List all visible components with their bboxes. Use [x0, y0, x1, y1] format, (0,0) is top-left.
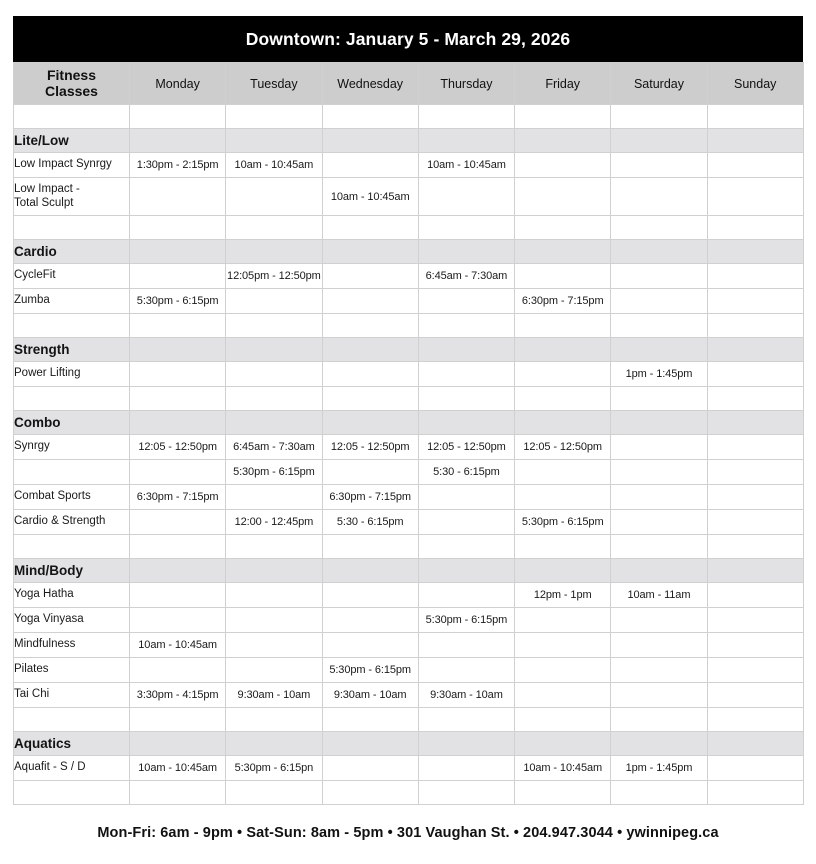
category-band-cell	[322, 129, 418, 153]
class-time-cell	[707, 153, 803, 178]
class-name-cell: Aquafit - S / D	[14, 756, 130, 781]
table-body	[14, 105, 804, 805]
spacer-cell	[611, 387, 707, 411]
class-time-cell	[611, 608, 707, 633]
category-band-cell	[322, 732, 418, 756]
spacer-cell	[130, 535, 226, 559]
spacer-cell	[707, 216, 803, 240]
class-time-cell: 10am - 10:45am	[515, 756, 611, 781]
spacer-cell	[611, 216, 707, 240]
class-row	[14, 633, 804, 658]
class-time-cell: 12:05 - 12:50pm	[515, 435, 611, 460]
spacer-cell	[226, 314, 322, 338]
class-time-cell	[226, 289, 322, 314]
class-time-cell	[707, 510, 803, 535]
spacer-cell	[226, 708, 322, 732]
spacer-cell	[418, 781, 514, 805]
class-time-cell	[515, 362, 611, 387]
spacer-cell	[130, 387, 226, 411]
category-band-cell	[418, 240, 514, 264]
class-time-cell	[515, 264, 611, 289]
class-time-cell	[322, 460, 418, 485]
class-time-cell: 5:30 - 6:15pm	[418, 460, 514, 485]
class-time-cell: 5:30pm - 6:15pm	[418, 608, 514, 633]
spacer-cell	[515, 314, 611, 338]
category-band-cell	[515, 240, 611, 264]
category-label: Combo	[14, 411, 130, 435]
category-band-cell	[226, 129, 322, 153]
class-row	[14, 583, 804, 608]
category-band-cell	[226, 559, 322, 583]
class-name-cell: Yoga Hatha	[14, 583, 130, 608]
class-row	[14, 485, 804, 510]
class-name-cell: Zumba	[14, 289, 130, 314]
column-header-tuesday: Tuesday	[226, 63, 322, 105]
class-time-cell	[418, 658, 514, 683]
category-band-cell	[515, 411, 611, 435]
category-band-cell	[611, 338, 707, 362]
class-row	[14, 683, 804, 708]
spacer-cell	[611, 105, 707, 129]
class-time-cell: 1:30pm - 2:15pm	[130, 153, 226, 178]
category-band-cell	[707, 732, 803, 756]
column-header-fitness-classes	[14, 63, 130, 105]
class-name-cell: Low Impact Synrgy	[14, 153, 130, 178]
class-time-cell: 5:30pm - 6:15pm	[130, 289, 226, 314]
category-band-cell	[707, 559, 803, 583]
column-header-fitness-classes-line1: Fitness	[46, 66, 96, 83]
class-time-cell	[226, 608, 322, 633]
footer-bar	[0, 824, 816, 842]
category-band-cell	[322, 559, 418, 583]
class-time-cell: 1pm - 1:45pm	[611, 756, 707, 781]
class-time-cell	[707, 485, 803, 510]
class-time-cell	[418, 510, 514, 535]
spacer-cell	[322, 314, 418, 338]
schedule-table	[13, 62, 804, 805]
class-time-cell: 12:05 - 12:50pm	[322, 435, 418, 460]
category-row	[14, 732, 804, 756]
category-band-cell	[515, 559, 611, 583]
spacer-cell	[611, 708, 707, 732]
class-row	[14, 756, 804, 781]
class-time-cell	[707, 264, 803, 289]
column-header-row	[14, 63, 804, 105]
category-band-cell	[418, 129, 514, 153]
class-time-cell: 5:30pm - 6:15pn	[226, 756, 322, 781]
class-time-cell: 9:30am - 10am	[226, 683, 322, 708]
category-band-cell	[611, 559, 707, 583]
category-band-cell	[611, 129, 707, 153]
category-band-cell	[226, 338, 322, 362]
class-time-cell	[611, 264, 707, 289]
category-band-cell	[611, 240, 707, 264]
class-time-cell	[611, 435, 707, 460]
class-time-cell	[226, 583, 322, 608]
category-band-cell	[322, 240, 418, 264]
class-time-cell	[418, 583, 514, 608]
class-time-cell	[707, 683, 803, 708]
spacer-cell	[14, 216, 130, 240]
spacer-cell	[707, 708, 803, 732]
class-name-cell: CycleFit	[14, 264, 130, 289]
class-time-cell	[611, 153, 707, 178]
category-row	[14, 129, 804, 153]
spacer-cell	[322, 216, 418, 240]
table-spacer-row	[14, 105, 804, 129]
section-spacer-row	[14, 387, 804, 411]
category-band-cell	[707, 240, 803, 264]
spacer-cell	[226, 781, 322, 805]
class-name-cell: Mindfulness	[14, 633, 130, 658]
class-row	[14, 510, 804, 535]
class-time-cell: 6:45am - 7:30am	[226, 435, 322, 460]
column-header-friday: Friday	[515, 63, 611, 105]
class-time-cell	[611, 485, 707, 510]
class-time-cell	[707, 362, 803, 387]
class-time-cell: 12:05 - 12:50pm	[418, 435, 514, 460]
class-time-cell	[611, 289, 707, 314]
spacer-cell	[14, 781, 130, 805]
class-name-cell: Synrgy	[14, 435, 130, 460]
category-band-cell	[418, 338, 514, 362]
category-label: Mind/Body	[14, 559, 130, 583]
category-band-cell	[515, 732, 611, 756]
class-name-cell: Cardio & Strength	[14, 510, 130, 535]
class-row	[14, 178, 804, 216]
spacer-cell	[515, 216, 611, 240]
class-time-cell	[707, 460, 803, 485]
spacer-cell	[130, 781, 226, 805]
column-header-sunday: Sunday	[707, 63, 803, 105]
spacer-cell	[515, 781, 611, 805]
class-time-cell	[707, 435, 803, 460]
category-band-cell	[515, 338, 611, 362]
spacer-cell	[322, 781, 418, 805]
class-time-cell	[226, 633, 322, 658]
class-name-cell: Power Lifting	[14, 362, 130, 387]
class-time-cell	[226, 178, 322, 216]
category-row	[14, 240, 804, 264]
class-time-cell	[515, 153, 611, 178]
class-time-cell: 12:05 - 12:50pm	[130, 435, 226, 460]
category-label: Strength	[14, 338, 130, 362]
class-time-cell	[130, 510, 226, 535]
class-time-cell	[707, 583, 803, 608]
class-time-cell	[322, 264, 418, 289]
class-time-cell	[130, 583, 226, 608]
class-name-cell: Combat Sports	[14, 485, 130, 510]
spacer-cell	[515, 387, 611, 411]
class-row	[14, 460, 804, 485]
class-time-cell: 6:30pm - 7:15pm	[515, 289, 611, 314]
spacer-cell	[226, 105, 322, 129]
spacer-cell	[130, 105, 226, 129]
class-time-cell	[322, 633, 418, 658]
class-time-cell	[515, 683, 611, 708]
class-time-cell	[322, 362, 418, 387]
spacer-cell	[14, 387, 130, 411]
spacer-cell	[322, 387, 418, 411]
spacer-cell	[322, 535, 418, 559]
class-time-cell: 5:30pm - 6:15pm	[515, 510, 611, 535]
class-time-cell	[707, 178, 803, 216]
spacer-cell	[322, 105, 418, 129]
spacer-cell	[418, 105, 514, 129]
class-row	[14, 362, 804, 387]
category-band-cell	[418, 559, 514, 583]
class-row	[14, 289, 804, 314]
class-time-cell	[515, 178, 611, 216]
category-band-cell	[611, 411, 707, 435]
spacer-cell	[418, 216, 514, 240]
spacer-cell	[515, 708, 611, 732]
spacer-cell	[611, 314, 707, 338]
class-time-cell	[418, 178, 514, 216]
class-time-cell	[130, 608, 226, 633]
class-time-cell: 10am - 10:45am	[322, 178, 418, 216]
category-label: Lite/Low	[14, 129, 130, 153]
spacer-cell	[226, 535, 322, 559]
section-spacer-row	[14, 708, 804, 732]
spacer-cell	[14, 105, 130, 129]
spacer-cell	[226, 387, 322, 411]
title-banner	[13, 16, 803, 62]
category-label: Aquatics	[14, 732, 130, 756]
category-band-cell	[130, 732, 226, 756]
class-time-cell	[515, 485, 611, 510]
class-time-cell	[130, 362, 226, 387]
spacer-cell	[515, 105, 611, 129]
category-band-cell	[418, 732, 514, 756]
class-time-cell	[611, 683, 707, 708]
spacer-cell	[14, 535, 130, 559]
class-time-cell	[322, 608, 418, 633]
class-time-cell: 10am - 10:45am	[130, 756, 226, 781]
column-header-wednesday: Wednesday	[322, 63, 418, 105]
spacer-cell	[418, 535, 514, 559]
spacer-cell	[515, 535, 611, 559]
table-head	[14, 63, 804, 105]
class-time-cell	[707, 756, 803, 781]
class-time-cell: 12:05pm - 12:50pm	[226, 264, 322, 289]
category-band-cell	[130, 129, 226, 153]
spacer-cell	[14, 708, 130, 732]
class-time-cell: 10am - 10:45am	[418, 153, 514, 178]
class-time-cell	[611, 460, 707, 485]
class-name-line1: Low Impact -	[14, 182, 80, 195]
spacer-cell	[707, 387, 803, 411]
class-time-cell: 5:30pm - 6:15pm	[322, 658, 418, 683]
class-time-cell	[611, 510, 707, 535]
class-name-cell: Yoga Vinyasa	[14, 608, 130, 633]
column-header-saturday: Saturday	[611, 63, 707, 105]
class-row	[14, 153, 804, 178]
class-time-cell	[418, 485, 514, 510]
spacer-cell	[707, 105, 803, 129]
category-band-cell	[130, 559, 226, 583]
class-time-cell: 12:00 - 12:45pm	[226, 510, 322, 535]
class-time-cell: 1pm - 1:45pm	[611, 362, 707, 387]
spacer-cell	[322, 708, 418, 732]
class-row	[14, 608, 804, 633]
column-header-fitness-classes-line2: Classes	[45, 82, 98, 99]
class-name-cell: Pilates	[14, 658, 130, 683]
class-time-cell	[515, 633, 611, 658]
spacer-cell	[130, 314, 226, 338]
class-time-cell: 10am - 11am	[611, 583, 707, 608]
footer-info: Mon-Fri: 6am - 9pm • Sat-Sun: 8am - 5pm • 301 Vaughan St. • 204.947.3044 • ywinnipeg.ca	[97, 825, 719, 841]
category-band-cell	[130, 338, 226, 362]
class-time-cell: 6:30pm - 7:15pm	[322, 485, 418, 510]
category-row	[14, 411, 804, 435]
class-time-cell	[611, 658, 707, 683]
class-time-cell: 10am - 10:45am	[226, 153, 322, 178]
class-time-cell	[707, 633, 803, 658]
category-band-cell	[226, 240, 322, 264]
section-spacer-row	[14, 216, 804, 240]
class-time-cell	[418, 362, 514, 387]
category-band-cell	[418, 411, 514, 435]
class-time-cell	[322, 153, 418, 178]
class-time-cell: 3:30pm - 4:15pm	[130, 683, 226, 708]
class-time-cell	[130, 658, 226, 683]
spacer-cell	[707, 314, 803, 338]
class-time-cell	[707, 289, 803, 314]
class-row	[14, 658, 804, 683]
class-time-cell	[418, 756, 514, 781]
spacer-cell	[707, 781, 803, 805]
spacer-cell	[14, 314, 130, 338]
class-time-cell: 12pm - 1pm	[515, 583, 611, 608]
section-spacer-row	[14, 535, 804, 559]
class-time-cell	[322, 583, 418, 608]
class-time-cell	[418, 289, 514, 314]
spacer-cell	[611, 781, 707, 805]
spacer-cell	[707, 535, 803, 559]
spacer-cell	[611, 535, 707, 559]
class-time-cell	[611, 178, 707, 216]
class-time-cell: 10am - 10:45am	[130, 633, 226, 658]
class-time-cell	[130, 460, 226, 485]
class-time-cell	[707, 608, 803, 633]
category-row	[14, 559, 804, 583]
class-time-cell: 5:30pm - 6:15pm	[226, 460, 322, 485]
class-time-cell	[707, 658, 803, 683]
class-row	[14, 435, 804, 460]
category-band-cell	[322, 411, 418, 435]
section-spacer-row	[14, 314, 804, 338]
category-band-cell	[322, 338, 418, 362]
class-name-cell: Tai Chi	[14, 683, 130, 708]
category-band-cell	[707, 338, 803, 362]
class-time-cell	[226, 485, 322, 510]
class-time-cell: 6:30pm - 7:15pm	[130, 485, 226, 510]
class-time-cell: 5:30 - 6:15pm	[322, 510, 418, 535]
category-band-cell	[515, 129, 611, 153]
class-time-cell: 6:45am - 7:30am	[418, 264, 514, 289]
category-band-cell	[130, 240, 226, 264]
class-time-cell	[226, 658, 322, 683]
category-band-cell	[707, 129, 803, 153]
column-header-thursday: Thursday	[418, 63, 514, 105]
column-header-monday: Monday	[130, 63, 226, 105]
class-name-cell	[14, 178, 130, 216]
class-time-cell	[322, 289, 418, 314]
class-time-cell	[515, 460, 611, 485]
class-time-cell	[418, 633, 514, 658]
class-time-cell	[515, 608, 611, 633]
category-band-cell	[611, 732, 707, 756]
category-band-cell	[226, 411, 322, 435]
category-band-cell	[226, 732, 322, 756]
class-time-cell	[322, 756, 418, 781]
page-title: Downtown: January 5 - March 29, 2026	[245, 28, 571, 49]
category-row	[14, 338, 804, 362]
class-row	[14, 264, 804, 289]
spacer-cell	[418, 314, 514, 338]
class-name-cell	[14, 460, 130, 485]
spacer-cell	[226, 216, 322, 240]
spacer-cell	[130, 216, 226, 240]
category-label: Cardio	[14, 240, 130, 264]
class-time-cell: 9:30am - 10am	[322, 683, 418, 708]
section-spacer-row	[14, 781, 804, 805]
spacer-cell	[418, 387, 514, 411]
category-band-cell	[707, 411, 803, 435]
class-time-cell	[611, 633, 707, 658]
class-time-cell	[515, 658, 611, 683]
class-name-line2: Total Sculpt	[14, 196, 74, 209]
category-band-cell	[130, 411, 226, 435]
class-time-cell	[226, 362, 322, 387]
class-time-cell	[130, 178, 226, 216]
spacer-cell	[130, 708, 226, 732]
class-time-cell: 9:30am - 10am	[418, 683, 514, 708]
class-time-cell	[130, 264, 226, 289]
spacer-cell	[418, 708, 514, 732]
